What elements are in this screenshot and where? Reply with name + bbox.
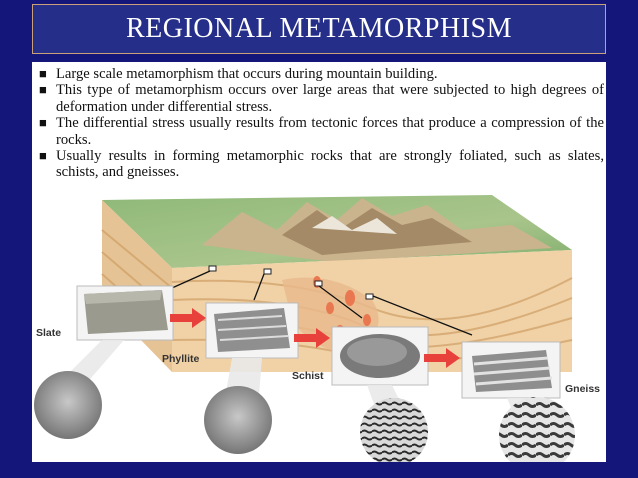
bullet-item [39, 115, 604, 148]
phyllite-sample [206, 303, 298, 358]
bullet-icon: ■ [39, 115, 47, 131]
bullet-icon: ■ [39, 66, 47, 81]
schist-label: Schist [292, 370, 324, 382]
bullet-item [39, 148, 604, 181]
bullet-text: This type of metamorphism occurs over large areas that were subjected to high degrees of deformation under differential stress. [56, 82, 604, 115]
slide-title: REGIONAL METAMORPHISM [125, 13, 512, 44]
phyllite-label: Phyllite [162, 353, 200, 365]
schist-sample [332, 327, 428, 385]
metamorphism-diagram [32, 190, 606, 462]
slate-sample [77, 286, 173, 340]
bullet-item [39, 82, 604, 115]
gneiss-label: Gneiss [565, 383, 601, 395]
bullet-text: Large scale metamorphism that occurs during mountain building. [56, 66, 438, 82]
content-panel [32, 62, 606, 462]
bullet-icon: ■ [39, 82, 47, 98]
title-bar [32, 4, 606, 54]
slate-label: Slate [36, 327, 62, 339]
bullet-item [39, 66, 604, 82]
bullet-text: Usually results in forming metamorphic rocks that are strongly foliated, such as slates, schists, and gneisses. [56, 148, 604, 181]
gneiss-sample [462, 342, 560, 398]
bullet-list [32, 66, 604, 181]
bullet-icon: ■ [39, 148, 47, 164]
bullet-text: The differential stress usually results from tectonic forces that produce a compression of the rocks. [56, 115, 604, 148]
